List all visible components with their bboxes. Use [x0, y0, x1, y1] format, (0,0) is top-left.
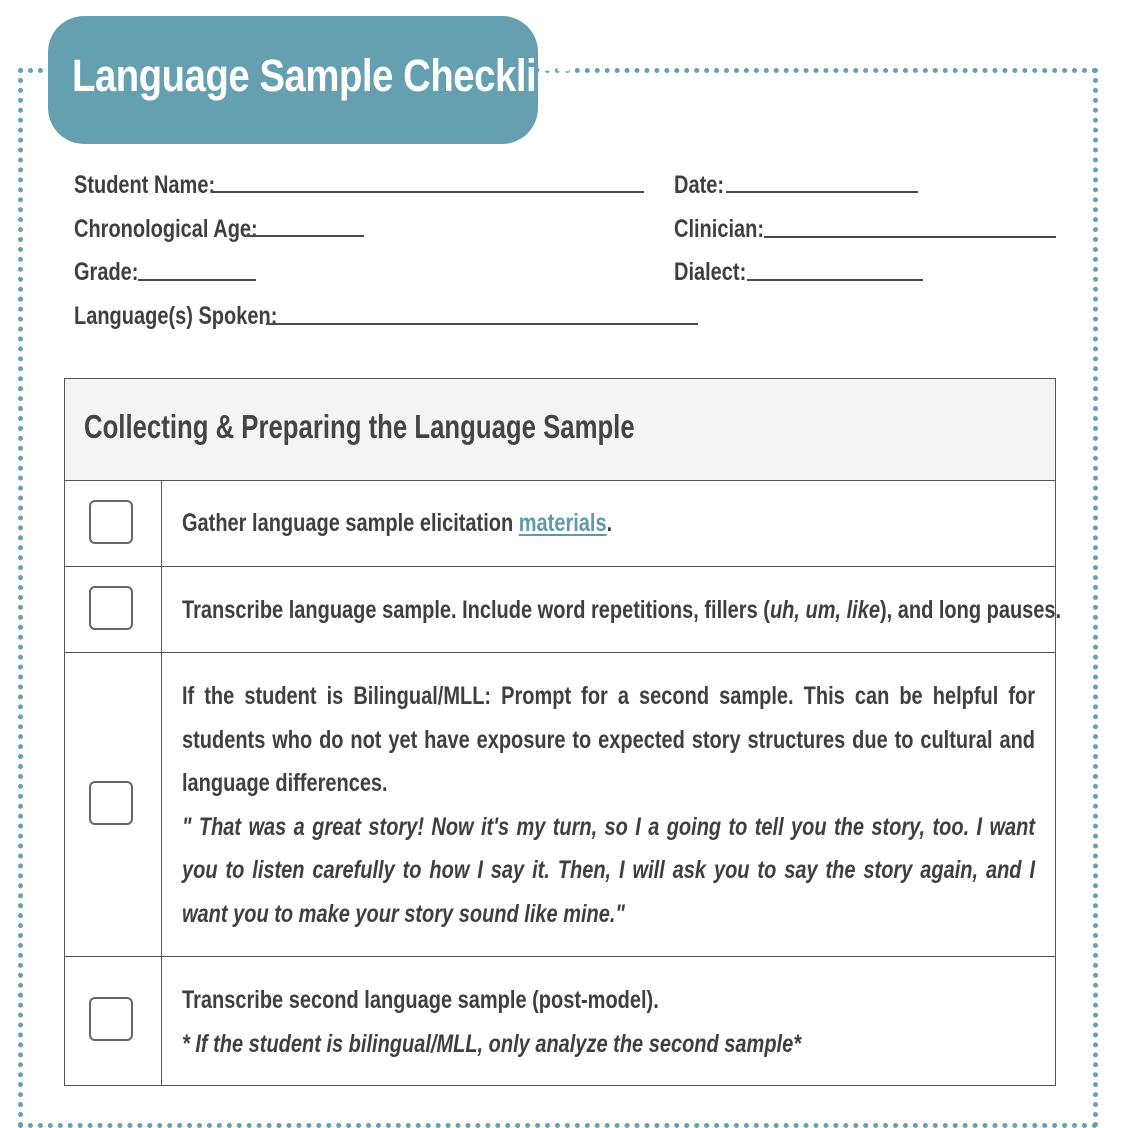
checklist-row: [65, 957, 1055, 1085]
student-name-input-line[interactable]: [212, 191, 644, 193]
checklist-row: [65, 481, 1055, 567]
clinician-label: Clinician:: [674, 215, 765, 243]
grade-input-line[interactable]: [138, 279, 256, 281]
gather-text-end: .: [606, 509, 613, 537]
section-header: [65, 379, 1055, 481]
checkbox-bilingual-second-sample[interactable]: [89, 781, 133, 825]
row-text-transcribe: [182, 567, 1122, 625]
materials-link[interactable]: materials: [518, 509, 607, 537]
row-text-cell: [162, 957, 1055, 1085]
checkbox-cell: [65, 481, 162, 566]
checkbox-cell: [65, 567, 162, 652]
row-text-cell: [162, 567, 1122, 652]
bilingual-instructions: If the student is Bilingual/MLL: Prompt for a second sample. This can be helpful for students who do not yet have exposure to expected story structures due to cultural and language differences.: [182, 682, 1035, 797]
chronological-age-input-line[interactable]: [246, 235, 364, 237]
clinician-field: [674, 210, 787, 244]
chronological-age-label: Chronological Age:: [74, 215, 258, 243]
languages-spoken-label: Language(s) Spoken:: [74, 302, 278, 330]
row-text-cell: [162, 481, 1055, 566]
checklist-row: [65, 653, 1055, 957]
chronological-age-field: [74, 210, 304, 244]
row-text-gather: [182, 481, 1035, 538]
row-text-bilingual: [182, 653, 1035, 936]
checkbox-cell: [65, 957, 162, 1085]
grade-label: Grade:: [74, 258, 139, 286]
dialect-input-line[interactable]: [747, 279, 923, 281]
languages-spoken-field: [74, 297, 328, 331]
checkbox-gather-materials[interactable]: [89, 500, 133, 544]
checkbox-cell: [65, 653, 162, 956]
checkbox-transcribe-second-sample[interactable]: [89, 997, 133, 1041]
checklist-row: [65, 567, 1062, 653]
date-label: Date:: [674, 171, 725, 199]
row-text-second-sample: [182, 957, 1035, 1066]
checklist-table: [64, 378, 1062, 1086]
student-name-label: Student Name:: [74, 171, 216, 199]
date-input-line[interactable]: [726, 191, 918, 193]
dialect-label: Dialect:: [674, 258, 747, 286]
row-text-cell: [162, 653, 1055, 956]
second-sample-text: Transcribe second language sample (post-model).: [182, 986, 659, 1014]
transcribe-text-end: ), and long pauses.: [879, 596, 1062, 624]
date-field: [674, 166, 737, 200]
clinician-input-line[interactable]: [764, 236, 1056, 238]
section-title: Collecting & Preparing the Language Sample: [84, 408, 635, 445]
grade-field: [74, 253, 155, 287]
page-title: Language Sample Checklist: [72, 50, 570, 101]
languages-spoken-input-line[interactable]: [266, 323, 698, 325]
gather-text: Gather language sample elicitation: [182, 509, 519, 537]
bilingual-note: * If the student is bilingual/MLL, only analyze the second sample*: [182, 1029, 801, 1058]
fillers-italic: uh, um, like: [769, 596, 880, 624]
dialect-field: [674, 253, 764, 287]
checkbox-transcribe-sample[interactable]: [89, 586, 133, 630]
student-name-field: [74, 166, 250, 200]
transcribe-text: Transcribe language sample. Include word repetitions, fillers (: [182, 596, 770, 624]
title-banner: [48, 16, 570, 144]
model-story-quote: " That was a great story! Now it's my turn, so I a going to tell you the story, too. I want you to listen carefully to how I say it. Then, I will ask you to say the story again, and I want you to make your story sound like mine.": [182, 812, 1035, 928]
